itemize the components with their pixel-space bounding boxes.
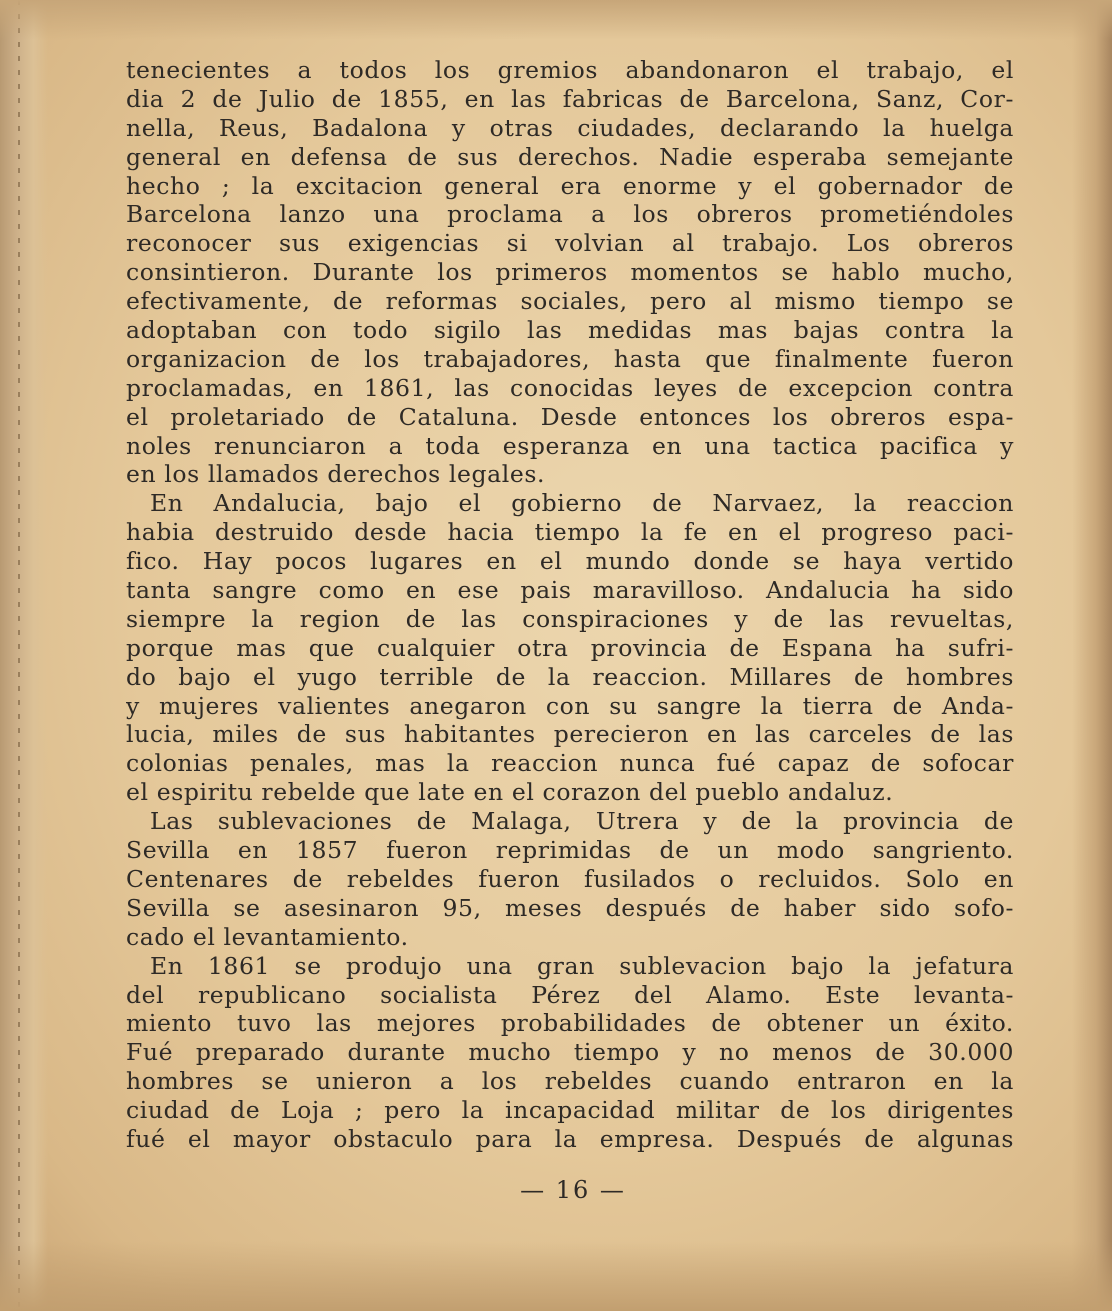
- text-line: ciudad de Loja ; pero la incapacidad militar de los dirigentes: [126, 1096, 1014, 1125]
- text-line: cado el levantamiento.: [126, 922, 409, 951]
- text-line: Barcelona lanzo una proclama a los obreros prometiéndoles: [126, 200, 1014, 229]
- text-line: general en defensa de sus derechos. Nadie esperaba semejante: [126, 142, 1014, 171]
- page-number-label: — 16 —: [520, 1176, 626, 1204]
- paragraph: [126, 807, 1014, 951]
- text-line: fué el mayor obstaculo para la empresa. Después de algunas: [126, 1124, 1014, 1153]
- text-line: en los llamados derechos legales.: [126, 460, 546, 489]
- text-line: y mujeres valientes anegaron con su sangre la tierra de Anda-: [126, 691, 1014, 720]
- text-line: del republicano socialista Pérez del Alamo. Este levanta-: [126, 980, 1014, 1009]
- text-line: dia 2 de Julio de 1855, en las fabricas de Barcelona, Sanz, Cor-: [126, 84, 1014, 113]
- text-line: Sevilla se asesinaron 95, meses después de haber sido sofo-: [126, 893, 1014, 922]
- text-line: tenecientes a todos los gremios abandonaron el trabajo, el: [126, 56, 1014, 84]
- page-number: [0, 1176, 1112, 1204]
- text-line: habia destruido desde hacia tiempo la fe en el progreso paci-: [126, 518, 1014, 547]
- page-top-shade: [0, 0, 1112, 40]
- text-line: hombres se unieron a los rebeldes cuando entraron en la: [126, 1067, 1014, 1096]
- text-line: siempre la region de las conspiraciones y de las revueltas,: [126, 604, 1014, 633]
- text-line: efectivamente, de reformas sociales, pero al mismo tiempo se: [126, 287, 1014, 316]
- paragraph: [126, 489, 1014, 807]
- body-text: [126, 56, 1014, 1154]
- paragraph: [126, 952, 1014, 1154]
- text-line: nella, Reus, Badalona y otras ciudades, declarando la huelga: [126, 113, 1014, 142]
- text-line: fico. Hay pocos lugares en el mundo donde se haya vertido: [126, 547, 1014, 576]
- page-bottom-shade: [0, 1241, 1112, 1311]
- text-line: consintieron. Durante los primeros momentos se hablo mucho,: [126, 258, 1014, 287]
- text-line: miento tuvo las mejores probabilidades de obtener un éxito.: [126, 1009, 1014, 1038]
- text-line: hecho ; la excitacion general era enorme y el gobernador de: [126, 171, 1014, 200]
- text-line: el proletariado de Cataluna. Desde entonces los obreros espa-: [126, 402, 1014, 431]
- text-line: noles renunciaron a toda esperanza en una tactica pacifica y: [126, 431, 1014, 460]
- paragraph: [126, 56, 1014, 489]
- text-line: colonias penales, mas la reaccion nunca fué capaz de sofocar: [126, 749, 1014, 778]
- text-line: organizacion de los trabajadores, hasta que finalmente fueron: [126, 344, 1014, 373]
- text-line: En 1861 se produjo una gran sublevacion bajo la jefatura: [150, 951, 1014, 980]
- text-line: Centenares de rebeldes fueron fusilados o recluidos. Solo en: [126, 864, 1014, 893]
- text-line: lucia, miles de sus habitantes perecieron en las carceles de las: [126, 720, 1014, 749]
- text-line: reconocer sus exigencias si volvian al trabajo. Los obreros: [126, 229, 1014, 258]
- text-line: do bajo el yugo terrible de la reaccion. Millares de hombres: [126, 662, 1014, 691]
- text-line: Sevilla en 1857 fueron reprimidas de un modo sangriento.: [126, 836, 1014, 865]
- text-line: Fué preparado durante mucho tiempo y no menos de 30.000: [126, 1038, 1014, 1067]
- page-right-edge: [1072, 0, 1112, 1311]
- text-line: En Andalucia, bajo el gobierno de Narvaez, la reaccion: [150, 489, 1014, 518]
- text-line: porque mas que cualquier otra provincia de Espana ha sufri-: [126, 633, 1014, 662]
- page-binding-edge: [0, 0, 48, 1311]
- text-line: el espiritu rebelde que late en el corazon del pueblo andaluz.: [126, 778, 894, 807]
- text-line: Las sublevaciones de Malaga, Utrera y de la provincia de: [150, 807, 1014, 836]
- text-line: adoptaban con todo sigilo las medidas mas bajas contra la: [126, 316, 1014, 345]
- text-line: tanta sangre como en ese pais maravilloso. Andalucia ha sido: [126, 576, 1014, 605]
- text-line: proclamadas, en 1861, las conocidas leyes de excepcion contra: [126, 373, 1014, 402]
